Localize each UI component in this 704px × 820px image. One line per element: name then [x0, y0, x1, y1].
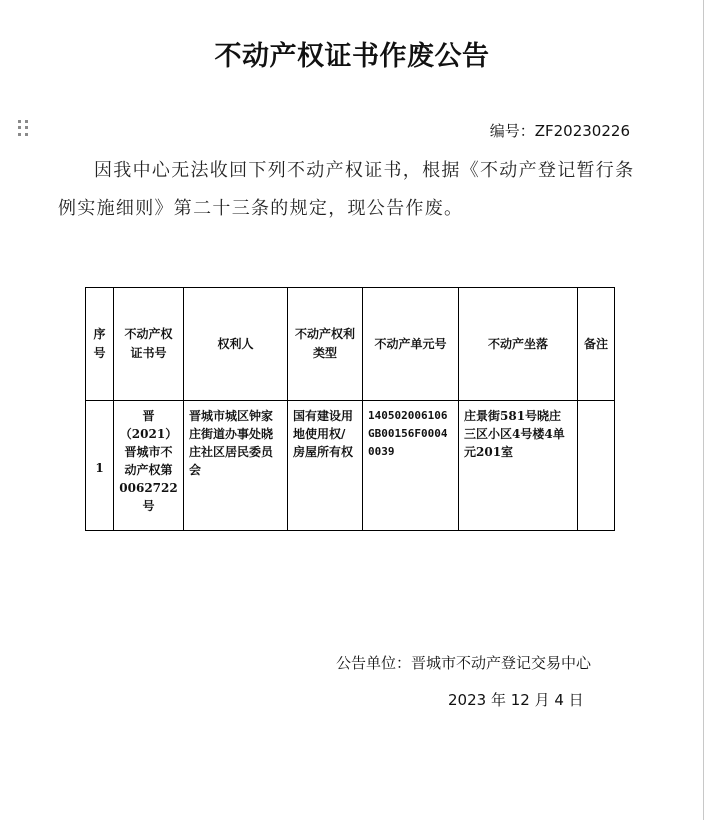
table-header-row [86, 288, 615, 401]
header-seq: 序号 [86, 288, 114, 401]
header-unit-no: 不动产单元号 [363, 288, 459, 401]
header-remark: 备注 [578, 288, 615, 401]
table-row [86, 401, 615, 531]
header-location: 不动产坐落 [459, 288, 578, 401]
cell-location: 庄景街581号晓庄三区小区4号楼4单元201室 [459, 401, 578, 531]
header-cert-no: 不动产权证书号 [114, 288, 184, 401]
header-right-holder: 权利人 [184, 288, 288, 401]
cell-remark [578, 401, 615, 531]
cell-seq: 1 [86, 401, 114, 531]
certificate-table [85, 287, 615, 531]
notice-paragraph: 因我中心无法收回下列不动产权证书，根据《不动产登记暂行条例实施细则》第二十三条的规定，现公告作废。 [58, 160, 635, 219]
document-number: 编号：ZF20230226 [489, 122, 630, 140]
cell-right-holder: 晋城市城区钟家庄街道办事处晓庄社区居民委员会 [184, 401, 288, 531]
cell-right-type: 国有建设用地使用权/房屋所有权 [288, 401, 363, 531]
issuing-unit: 公告单位：晋城市不动产登记交易中心 [336, 654, 592, 672]
issue-date: 2023 年 12 月 4 日 [448, 691, 584, 709]
cell-cert-no: 晋（2021）晋城市不动产权第0062722号 [114, 401, 184, 531]
cell-unit-no: 140502006106GB00156F00040039 [363, 401, 459, 531]
header-right-type: 不动产权利类型 [288, 288, 363, 401]
page-title: 不动产权证书作废公告 [214, 41, 490, 72]
drag-handle-icon[interactable] [18, 120, 32, 136]
